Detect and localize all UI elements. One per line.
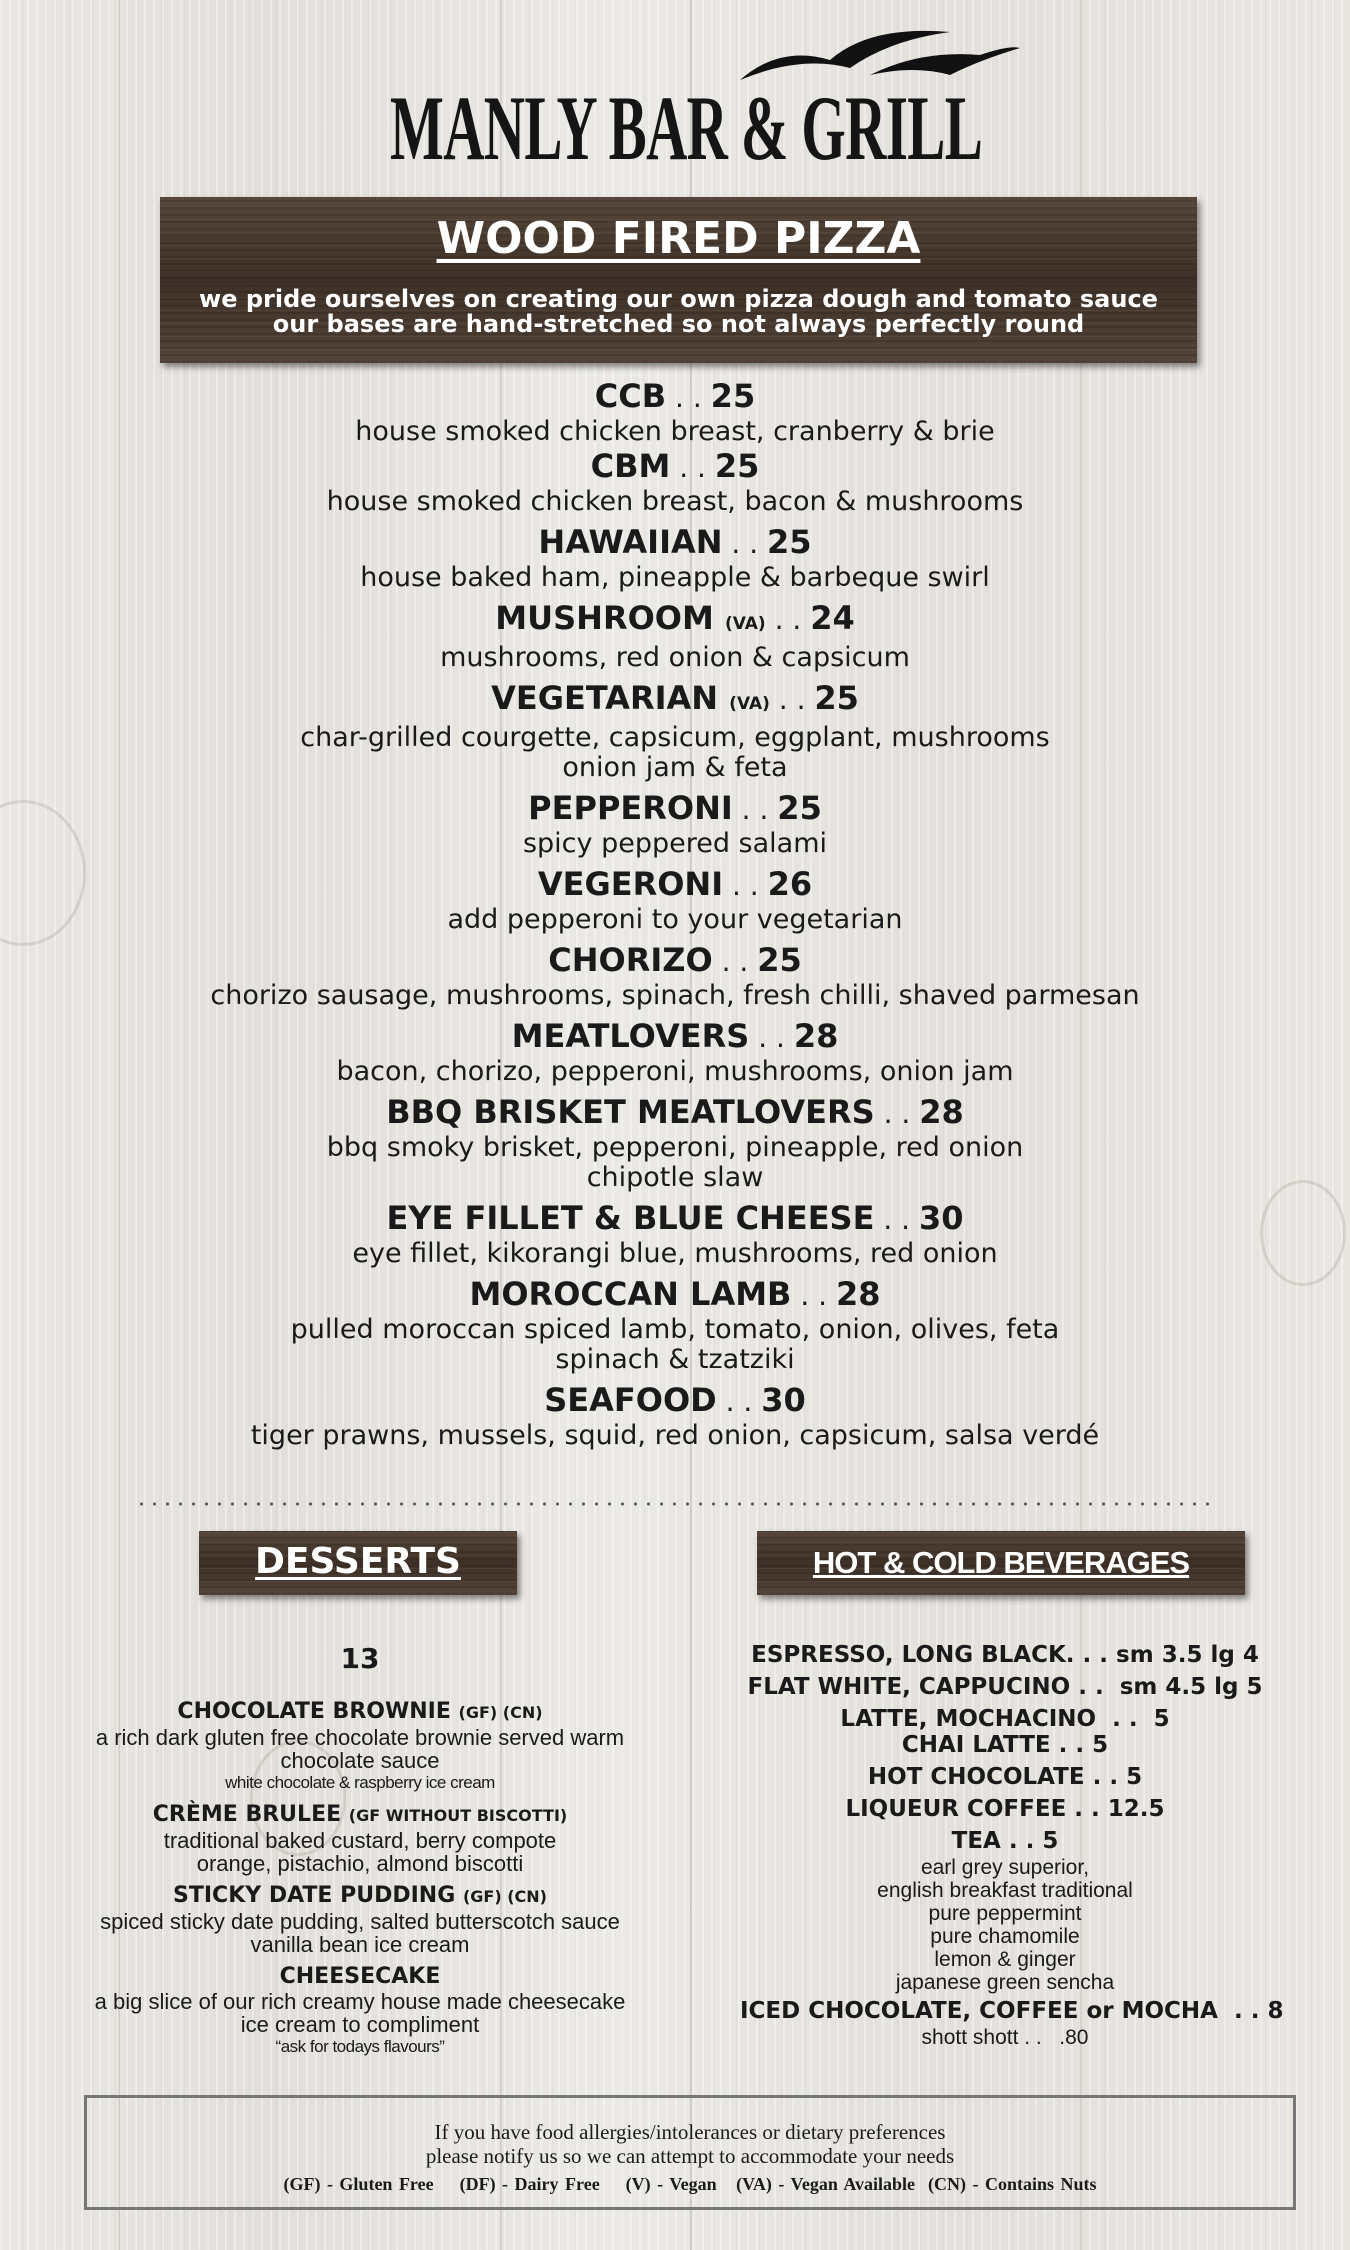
beverages-section-banner [757, 1531, 1245, 1595]
pizza-price: 28 [835, 1275, 881, 1313]
pizza-name: CBM . . 25 [590, 447, 760, 485]
pizza-item [0, 1017, 1350, 1087]
beverages-section-title: HOT & COLD BEVERAGES [812, 1545, 1190, 1580]
pizza-description: bbq smoky brisket, pepperoni, pineapple, red onion [326, 1132, 1024, 1163]
dessert-description: chocolate sauce [280, 1748, 440, 1773]
pizza-price: 24 [810, 599, 855, 637]
pizza-name: MUSHROOM (VA) . . 24 [495, 599, 855, 637]
pizza-name-text: MOROCCAN LAMB [469, 1275, 792, 1313]
pizza-description: eye fillet, kikorangi blue, mushrooms, red onion [352, 1238, 998, 1269]
pizza-description: spicy peppered salami [522, 828, 828, 859]
dessert-name-text: CHOCOLATE BROWNIE [177, 1699, 451, 1724]
pizza-name: VEGERONI . . 26 [537, 865, 813, 903]
dietary-tag: (VA) [724, 614, 766, 634]
beverage-description: japanese green sencha [895, 1971, 1115, 1994]
dessert-description: ice cream to compliment [240, 2012, 480, 2037]
beverage-item [740, 1826, 1270, 1994]
pizza-description: onion jam & feta [562, 752, 788, 783]
pizza-price: 25 [714, 447, 760, 485]
beverages-list [740, 1640, 1284, 2049]
pizza-name-text: MUSHROOM [495, 599, 714, 637]
pizza-name-text: CBM [590, 447, 671, 485]
dessert-description: spiced sticky date pudding, salted butterscotch sauce [100, 1909, 620, 1934]
pizza-name-text: HAWAIIAN [538, 523, 723, 561]
desserts-section-title: DESSERTS [255, 1541, 461, 1582]
allergy-notice [84, 2095, 1296, 2210]
pizza-item [0, 599, 1350, 673]
pizza-name: EYE FILLET & BLUE CHEESE . . 30 [386, 1199, 964, 1237]
pizza-description: house smoked chicken breast, bacon & mushrooms [326, 486, 1024, 517]
desserts-section-banner [199, 1531, 517, 1595]
dietary-tag: (GF) (CN) [462, 1887, 547, 1906]
dietary-tag: (GF) (CN) [458, 1703, 543, 1722]
pizza-price: 25 [710, 377, 756, 415]
pizza-description: chorizo sausage, mushrooms, spinach, fresh chilli, shaved parmesan [210, 980, 1140, 1011]
pizza-price: 25 [777, 789, 822, 827]
pizza-description: chipotle slaw [586, 1162, 764, 1193]
dessert-item [60, 1699, 660, 1794]
pizza-name-text: VEGETARIAN [491, 679, 719, 717]
dietary-legend: (GF) - Gluten Free (DF) - Dairy Free (V) - Vegan (VA) - Vegan Available (CN) - Contains Nuts [283, 2174, 1097, 2194]
pizza-price: 30 [761, 1381, 806, 1419]
beverage-description: earl grey superior, [920, 1856, 1090, 1879]
logo-text: MANLY BAR & GRILL [390, 77, 983, 179]
pizza-name: SEAFOOD . . 30 [544, 1381, 806, 1419]
pizza-name-text: BBQ BRISKET MEATLOVERS [386, 1093, 875, 1131]
beverage-name: LIQUEUR COFFEE . . 12.5 [845, 1796, 1165, 1822]
pizza-name: MOROCCAN LAMB . . 28 [469, 1275, 881, 1313]
pizza-price: 25 [757, 941, 802, 979]
dessert-item [60, 1964, 660, 2058]
pizza-name-text: PEPPERONI [528, 789, 733, 827]
desserts-list [60, 1642, 660, 2066]
allergy-text: If you have food allergies/intolerances or dietary preferences [434, 2120, 946, 2144]
pizza-item [0, 679, 1350, 783]
beverage-item [740, 1762, 1270, 1792]
dessert-name-text: STICKY DATE PUDDING [173, 1883, 456, 1908]
beverage-name: ESPRESSO, LONG BLACK. . . sm 3.5 lg 4 [751, 1642, 1259, 1668]
pizza-name: MEATLOVERS . . 28 [511, 1017, 839, 1055]
dessert-name-text: CHEESECAKE [279, 1964, 441, 1989]
beverage-name: TEA . . 5 [951, 1828, 1059, 1854]
beverage-description: english breakfast traditional [877, 1879, 1133, 1902]
pizza-section-title: WOOD FIRED PIZZA [436, 213, 921, 264]
pizza-description: house smoked chicken breast, cranberry & brie [355, 416, 995, 447]
dessert-name [60, 1699, 660, 1726]
pizza-item [0, 523, 1350, 593]
pizza-name: PEPPERONI . . 25 [528, 789, 822, 827]
pizza-price: 30 [918, 1199, 964, 1237]
dessert-description: orange, pistachio, almond biscotti [196, 1851, 524, 1876]
dessert-name [60, 1802, 660, 1829]
beverage-description: pure peppermint [928, 1902, 1082, 1925]
pizza-name: VEGETARIAN (VA) . . 25 [491, 679, 859, 717]
pizza-item [0, 447, 1350, 517]
pizza-name: CCB . . 25 [594, 377, 756, 415]
pizza-price: 28 [919, 1093, 964, 1131]
pizza-price: 25 [814, 679, 859, 717]
beverage-item [740, 1640, 1270, 1670]
pizza-name-text: CHORIZO [548, 941, 713, 979]
pizza-section-banner [160, 197, 1197, 363]
dietary-tag: (VA) [729, 694, 770, 714]
dessert-description: traditional baked custard, berry compote [163, 1828, 557, 1853]
allergy-text: please notify us so we can attempt to accommodate your needs [425, 2144, 955, 2168]
pizza-description: bacon, chorizo, pepperoni, mushrooms, onion jam [336, 1056, 1014, 1087]
pizza-name: HAWAIIAN . . 25 [538, 523, 812, 561]
dessert-description: a big slice of our rich creamy house made cheesecake [94, 1989, 626, 2014]
beverage-name: LATTE, MOCHACINO . . 5 [840, 1706, 1170, 1732]
dessert-note: white chocolate & raspberry ice cream [225, 1773, 495, 1792]
dessert-name [60, 1964, 660, 1990]
pizza-item [0, 1275, 1350, 1375]
pizza-description: mushrooms, red onion & capsicum [440, 642, 910, 673]
pizza-name-text: EYE FILLET & BLUE CHEESE [386, 1199, 875, 1237]
pizza-name: BBQ BRISKET MEATLOVERS . . 28 [386, 1093, 964, 1131]
pizza-name-text: CCB [594, 377, 667, 415]
pizza-item [0, 1199, 1350, 1269]
pizza-item [0, 941, 1350, 1011]
restaurant-logo [380, 20, 1030, 190]
pizza-description: spinach & tzatziki [555, 1344, 795, 1375]
beverage-item [740, 1996, 1284, 2049]
dessert-item [60, 1802, 660, 1875]
pizza-item [0, 377, 1350, 447]
beverage-name: CHAI LATTE . . 5 [901, 1732, 1109, 1758]
dessert-price: 13 [340, 1642, 380, 1675]
pizza-name-text: VEGERONI [537, 865, 724, 903]
dessert-name [60, 1883, 660, 1910]
beverage-description: pure chamomile [930, 1925, 1080, 1948]
pizza-description: char-grilled courgette, capsicum, eggplant, mushrooms [300, 722, 1050, 753]
beverage-name: FLAT WHITE, CAPPUCINO . . sm 4.5 lg 5 [747, 1674, 1263, 1700]
beverage-item [740, 1672, 1270, 1702]
dessert-description: vanilla bean ice cream [250, 1932, 470, 1957]
dietary-tag: (GF WITHOUT BISCOTTI) [348, 1806, 568, 1825]
pizza-subtitle: our bases are hand-stretched so not always perfectly round [272, 310, 1085, 338]
beverage-item [740, 1730, 1270, 1760]
beverage-description: lemon & ginger [934, 1948, 1076, 1971]
pizza-description: pulled moroccan spiced lamb, tomato, onion, olives, feta [290, 1314, 1060, 1345]
pizza-price: 25 [767, 523, 812, 561]
pizza-name-text: SEAFOOD [544, 1381, 717, 1419]
dessert-description: a rich dark gluten free chocolate brownie served warm [95, 1725, 625, 1750]
pizza-item [0, 1381, 1350, 1451]
pizza-name-text: MEATLOVERS [511, 1017, 750, 1055]
beverage-item [740, 1794, 1270, 1824]
beverage-name: ICED CHOCOLATE, COFFEE or MOCHA . . 8 [740, 1998, 1284, 2024]
dessert-note: “ask for todays flavours” [275, 2037, 445, 2056]
pizza-item [0, 789, 1350, 859]
dotted-divider [135, 1500, 1215, 1508]
beverage-description: shott shott . . .80 [921, 2026, 1089, 2049]
pizza-list [0, 377, 1350, 1451]
pizza-price: 28 [793, 1017, 839, 1055]
pizza-description: add pepperoni to your vegetarian [447, 904, 903, 935]
pizza-description: tiger prawns, mussels, squid, red onion, capsicum, salsa verdé [250, 1420, 1100, 1451]
pizza-subtitle: we pride ourselves on creating our own pizza dough and tomato sauce [199, 285, 1158, 313]
pizza-description: house baked ham, pineapple & barbeque swirl [360, 562, 990, 593]
dessert-item [60, 1883, 660, 1956]
pizza-name: CHORIZO . . 25 [548, 941, 802, 979]
beverage-name: HOT CHOCOLATE . . 5 [867, 1764, 1143, 1790]
pizza-item [0, 865, 1350, 935]
pizza-price: 26 [767, 865, 813, 903]
dessert-name-text: CRÈME BRULEE [152, 1802, 342, 1827]
pizza-item [0, 1093, 1350, 1193]
